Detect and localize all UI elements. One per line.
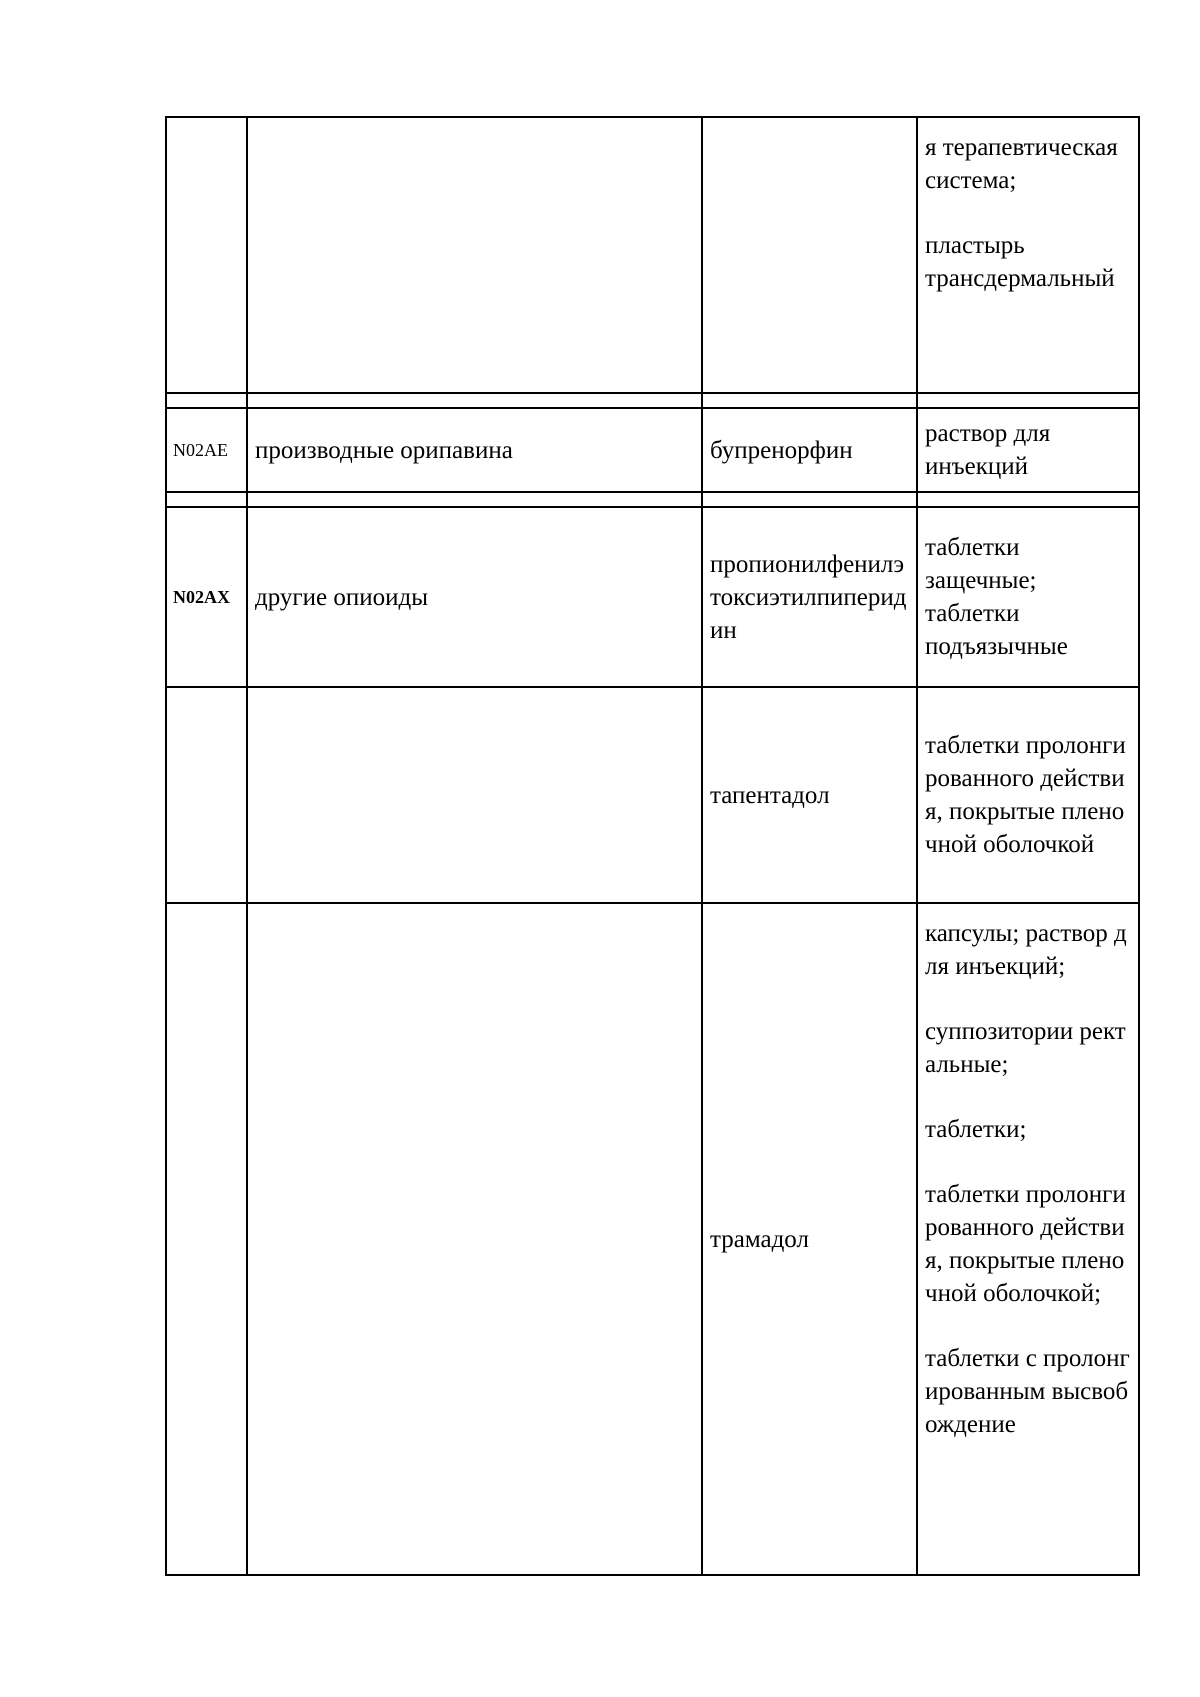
substance-cell: пропионилфенилэтоксиэтилпиперидин xyxy=(702,507,917,687)
dosage-forms-cell xyxy=(917,408,1139,492)
dosage-form-text: раствор для инъекций xyxy=(925,420,1051,480)
dosage-form-text: я терапевтическая система; xyxy=(925,134,1118,194)
spacer-cell xyxy=(247,393,702,408)
dosage-form-text: таблетки с пролонгированным высвобождение xyxy=(925,1345,1130,1438)
spacer-cell xyxy=(166,492,247,507)
table-row xyxy=(166,687,1139,903)
atc-code-cell xyxy=(166,687,247,903)
group-name-cell: производные орипавина xyxy=(247,408,702,492)
group-name-cell: другие опиоиды xyxy=(247,507,702,687)
group-name-cell xyxy=(247,117,702,393)
table-row xyxy=(166,117,1139,393)
atc-code-cell xyxy=(166,117,247,393)
dosage-form-text: таблетки защечные; xyxy=(925,534,1037,594)
dosage-form-text: таблетки; xyxy=(925,1116,1027,1143)
spacer-cell xyxy=(917,492,1139,507)
substance-cell: трамадол xyxy=(702,903,917,1575)
spacer-cell xyxy=(247,492,702,507)
dosage-form-text: таблетки подъязычные xyxy=(925,600,1068,660)
dosage-forms-cell xyxy=(917,117,1139,393)
spacer-cell xyxy=(166,393,247,408)
dosage-form-text: пластырь трансдермальный xyxy=(925,232,1115,292)
atc-code-cell: N02AE xyxy=(166,408,247,492)
dosage-form-text: капсулы; раствор для инъекций; xyxy=(925,920,1127,980)
dosage-form-text: таблетки пролонгированного действия, покрытые пленочной оболочкой xyxy=(925,732,1126,858)
substance-cell xyxy=(702,117,917,393)
substance-cell: бупренорфин xyxy=(702,408,917,492)
table-spacer-row xyxy=(166,393,1139,408)
dosage-forms-cell xyxy=(917,507,1139,687)
spacer-cell xyxy=(702,393,917,408)
atc-code-cell xyxy=(166,903,247,1575)
group-name-cell xyxy=(247,687,702,903)
dosage-forms-cell xyxy=(917,903,1139,1575)
table-row xyxy=(166,903,1139,1575)
dosage-form-text: таблетки пролонгированного действия, покрытые пленочной оболочкой; xyxy=(925,1181,1126,1307)
dosage-forms-cell xyxy=(917,687,1139,903)
drug-classification-table xyxy=(165,116,1140,1576)
table-spacer-row xyxy=(166,492,1139,507)
spacer-cell xyxy=(702,492,917,507)
table-row xyxy=(166,507,1139,687)
group-name-cell xyxy=(247,903,702,1575)
dosage-form-text: суппозитории ректальные; xyxy=(925,1018,1126,1078)
spacer-cell xyxy=(917,393,1139,408)
table-row xyxy=(166,408,1139,492)
substance-cell: тапентадол xyxy=(702,687,917,903)
atc-code-cell: N02AX xyxy=(166,507,247,687)
